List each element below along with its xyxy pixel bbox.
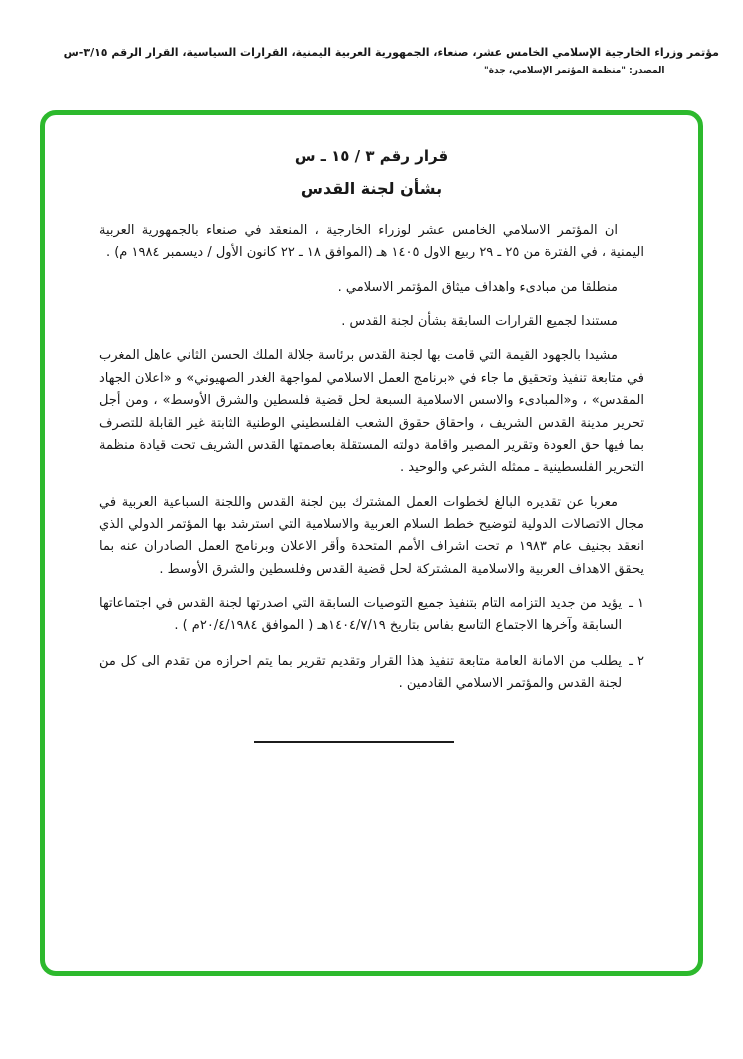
item-number: ٢ ـ <box>629 653 644 669</box>
item-text: يطلب من الامانة العامة متابعة تنفيذ هذا القرار وتقديم تقرير بما يتم احرازه من تقدم الى كل من لجنة القدس والمؤتمر الاسلامي القادمين . <box>99 653 623 692</box>
header-citation: مؤتمر وزراء الخارجية الإسلامي الخامس عشر، صنعاء، الجمهورية العربية اليمنية، القرارات السياسية، القرار الرقم ٣/١٥-س <box>63 46 719 59</box>
document-header <box>0 46 743 76</box>
header-source <box>24 66 719 76</box>
opening-paragraph: ان المؤتمر الاسلامي الخامس عشر لوزراء الخارجية ، المنعقد في صنعاء بالجمهورية العربية اليمنية ، في الفترة من ٢٥ ـ ٢٩ ربيع الاول ١٤٠٥ هـ (الموافق ١٨ ـ ٢٢ كانون الأول / ديسمبر ١٩٨٤ م) . <box>99 223 644 261</box>
preamble-principles: منطلقا من مبادىء واهداف ميثاق المؤتمر الاسلامي . <box>337 279 618 295</box>
item-number: ١ ـ <box>629 596 644 612</box>
resolution-body <box>99 220 644 695</box>
operative-item <box>99 593 644 638</box>
operative-item <box>99 651 644 696</box>
resolution-number-title: قرار رقم ٣ / ١٥ ـ س <box>294 147 449 165</box>
source-label: المصدر: <box>629 66 665 76</box>
resolution-subject: بشأن لجنة القدس <box>300 179 443 198</box>
preamble-appreciation: معربا عن تقديره البالغ لخطوات العمل المشترك بين لجنة القدس واللجنة السباعية العربية في مجال الاتصالات الدولية لتوضيح خطط السلام العربية والاسلامية التي استرشد بها المؤتمر الدولي الذي انعقد بجنيف عام ١٩٨٣ م تحت اشراف الأمم المتحدة وأقر الاعلان وبرنامج العمل الصادران عنه بما يحقق الاهداف العربية والاسلامية المشتركة لحل قضية القدس وفلسطين والشرق الأوسط . <box>99 494 644 577</box>
preamble-previous-resolutions: مستندا لجميع القرارات السابقة بشأن لجنة القدس . <box>341 314 618 330</box>
document-frame <box>40 110 703 976</box>
preamble-commendation: مشيدا بالجهود القيمة التي قامت بها لجنة القدس برئاسة جلالة الملك الحسن الثاني عاهل المغرب في متابعة تنفيذ وتحقيق ما جاء في «برنامج العمل الاسلامي لمواجهة الغدر الصهيوني» و «اعلان الجهاد المقدس» ، و«المبادىء والاسس الاسلامية السبعة لحل قضية فلسطين والشرق الأوسط» ، ومن أجل تحرير مدينة القدس الشريف ، واحقاق حقوق الشعب الفلسطيني الوطنية الثابتة غير القابلة للتصرف بما فيها حق العودة وتقرير المصير واقامة دولته المستقلة بعاصمتها القدس الشريف تحت قيادة منظمة التحرير الفلسطينية ـ ممثله الشرعي والوحيد . <box>99 348 644 476</box>
item-text: يؤيد من جديد التزامه التام بتنفيذ جميع التوصيات السابقة التي اصدرتها لجنة القدس في اجتماعاتها السابقة وآخرها الاجتماع التاسع بفاس بتاريخ ١٤٠٤/٧/١٩هـ ( الموافق ٢٠/٤/١٩٨٤م ) . <box>99 596 623 634</box>
signature-line <box>254 741 454 743</box>
source-value: "منظمة المؤتمر الإسلامي، جدة" <box>484 66 627 76</box>
